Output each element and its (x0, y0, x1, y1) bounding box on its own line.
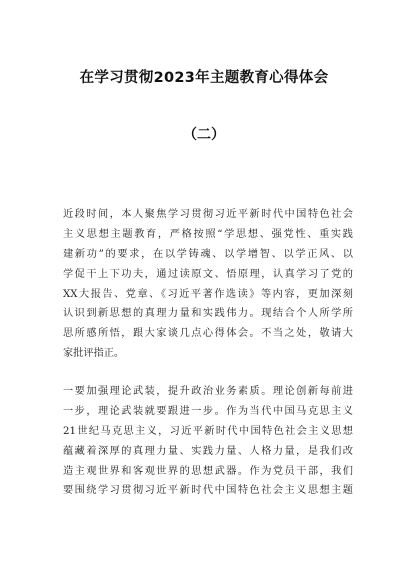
paragraph-line: 建新功”的要求，在以学铸魂、以学增智、以学正风、以 (63, 248, 353, 260)
paragraph-line: 学促干上下功夫，通过读原文、悟原理，认真学习了党的 (63, 268, 353, 280)
paragraph-line: 认识到新思想的真理力量和实践伟力。现结合个人所学所 (63, 308, 353, 320)
paragraph-line: 21世纪马克思主义，习近平新时代中国特色社会主义思想 (63, 425, 353, 437)
paragraph-line: 家批评指正。 (63, 348, 125, 360)
paragraph-line: 近段时间，本人聚焦学习贯彻习近平新时代中国特色社会 (63, 209, 353, 220)
paragraph-line: 要围绕学习贯彻习近平新时代中国特色社会主义思想主题 (63, 485, 353, 497)
paragraph-line: 思所感所悟，跟大家谈几点心得体会。不当之处，敬请大 (63, 328, 353, 340)
paragraph-point-one (63, 382, 353, 501)
paragraph-line: 造主观世界和客观世界的思想武器。作为党员干部，我们 (63, 465, 353, 477)
paragraph-line: XX大报告、党章、《习近平著作选读》等内容，更加深刻 (63, 288, 353, 300)
paragraph-line: 主义思想主题教育，严格按照“学思想、强党性、重实践 (63, 228, 353, 240)
document-title: 在学习贯彻2023年主题教育心得体会 (79, 70, 329, 86)
document-subtitle: （二） (183, 127, 225, 143)
paragraph-line: 一要加强理论武装，提升政治业务素质。理论创新每前进 (63, 386, 353, 397)
paragraph-line: 一步，理论武装就要跟进一步。作为当代中国马克思主义 (63, 405, 353, 417)
paragraph-line: 蕴藏着深厚的真理力量、实践力量、人格力量，是我们改 (63, 445, 353, 457)
paragraph-intro (63, 205, 353, 364)
